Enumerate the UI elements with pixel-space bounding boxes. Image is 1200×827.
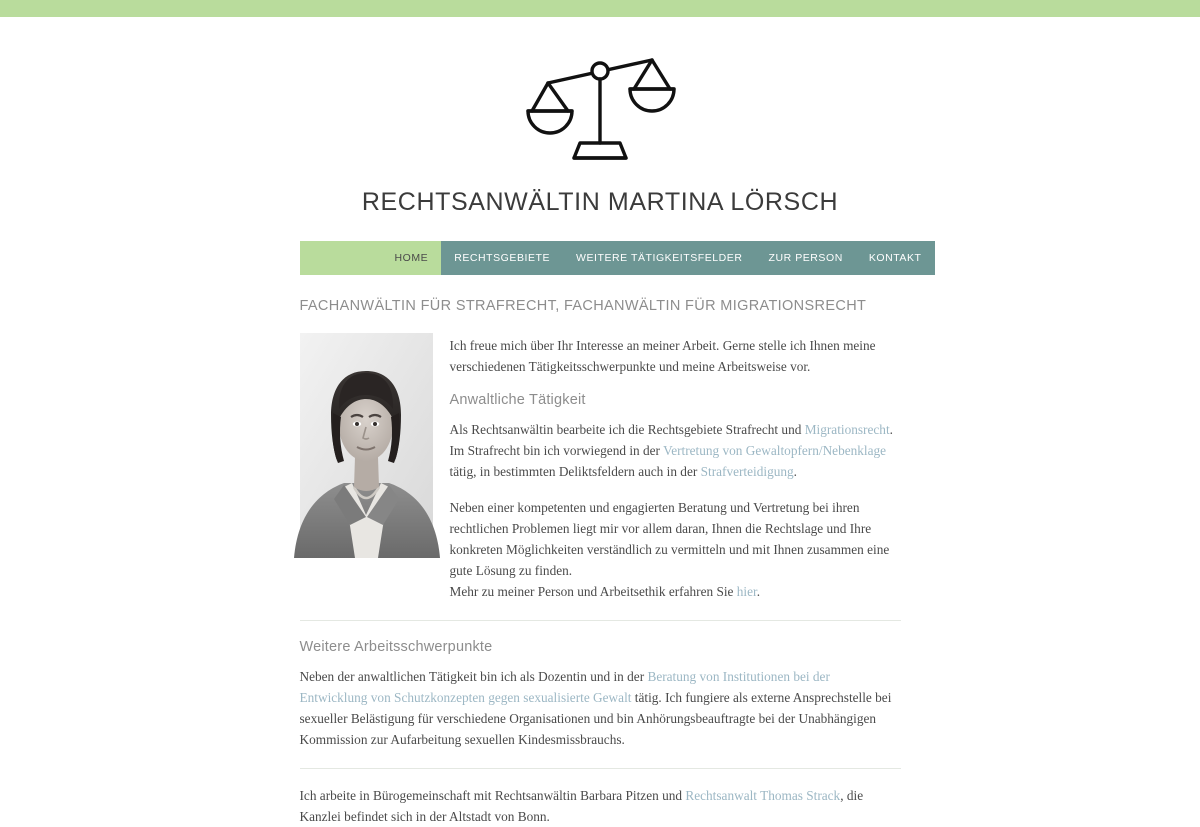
section-heading-weitere-arbeitsschwerpunkte: Weitere Arbeitsschwerpunkte: [299, 638, 493, 655]
nav-item-rechtsgebiete[interactable]: [441, 241, 563, 275]
section-divider-2: [300, 768, 901, 769]
nav-item-rechtsgebiete-label: RECHTSGEBIETE: [454, 252, 551, 264]
top-accent-strip: [0, 0, 1200, 17]
intro-paragraph: Ich freue mich über Ihr Interesse an meiner Arbeit. Gerne stelle ich Ihnen meine verschiedenen Tätigkeitsschwerpunkte und meine Arbeitsweise vor.: [449, 337, 876, 374]
link-hier[interactable]: hier: [736, 583, 757, 599]
section-heading-anwaltliche-taetigkeit: Anwaltliche Tätigkeit: [449, 391, 586, 408]
link-vertretung-gewaltopfer-nebenklage[interactable]: Vertretung von Gewaltopfern/Nebenklage: [663, 442, 887, 458]
nav-item-home-label: HOME: [394, 252, 429, 264]
nav-item-kontakt-label: KONTAKT: [868, 252, 922, 264]
intro-text-column: [450, 333, 901, 602]
anwaltliche-paragraph-2: Neben einer kompetenten und engagierten Beratung und Vertretung bei ihren rechtlichen Problemen liegt mir vor allem daran, Ihnen die Rechtslage und Ihre konkreten Möglichkeiten verständlich zu vermitteln und mit Ihnen zusammen eine gute Lösung zu finden.: [449, 499, 890, 578]
weitere-paragraph-1: [300, 666, 901, 750]
anwaltliche-p1-text-3: tätig, in bestimmten Deliktsfeldern auch in der: [449, 463, 701, 479]
nav-item-zur-person-label: ZUR PERSON: [768, 252, 843, 264]
link-rechtsanwalt-thomas-strack[interactable]: Rechtsanwalt Thomas Strack: [685, 787, 841, 803]
link-strafverteidigung[interactable]: Strafverteidigung: [700, 463, 794, 479]
anwaltliche-p3-text-2: .: [756, 583, 761, 599]
nav-item-kontakt[interactable]: [856, 241, 935, 275]
section-weitere-arbeitsschwerpunkte: [300, 639, 901, 750]
page-title: RECHTSANWÄLTIN MARTINA LÖRSCH: [361, 188, 839, 216]
main-content: [300, 275, 901, 827]
main-navigation: [300, 241, 922, 275]
scales-of-justice-icon: [520, 45, 680, 165]
buero-p1-text-1: Ich arbeite in Bürogemeinschaft mit Rechtsanwältin Barbara Pitzen und: [299, 787, 686, 803]
anwaltliche-paragraph-1: [450, 419, 901, 482]
portrait-photo: [300, 333, 433, 558]
anwaltliche-p1-text-4: .: [793, 463, 797, 479]
nav-item-zur-person[interactable]: [756, 241, 856, 275]
section-buerogemeinschaft: [300, 785, 901, 827]
nav-item-list: [382, 241, 935, 275]
page-heading: FACHANWÄLTIN FÜR STRAFRECHT, FACHANWÄLTIN FÜR MIGRATIONSRECHT: [299, 298, 867, 314]
weitere-p1-text-1: Neben der anwaltlichen Tätigkeit bin ich als Dozentin und in der: [299, 668, 648, 684]
buero-paragraph-1: [300, 785, 901, 827]
buero-p1-text-2: , die Kanzlei befindet sich in der Altstadt von Bonn.: [299, 787, 864, 824]
anwaltliche-p1-text-1: Als Rechtsanwältin bearbeite ich die Rechtsgebiete Strafrecht und: [449, 421, 805, 437]
link-beratung-schutzkonzepte[interactable]: Beratung von Institutionen bei der Entwicklung von Schutzkonzepten gegen sexualisierte Gewalt: [299, 668, 830, 705]
anwaltliche-p3-text-1: Mehr zu meiner Person und Arbeitsethik erfahren Sie: [449, 583, 737, 599]
nav-item-home[interactable]: [382, 241, 442, 275]
nav-item-weitere-taetigkeitsfelder-label: WEITERE TÄTIGKEITSFELDER: [576, 252, 743, 264]
weitere-p1-text-2: tätig. Ich fungiere als externe Ansprechstelle bei sexueller Belästigung für verschiedene Organisationen und bin Anhörungsbeauftragte bei der Unabhängigen Kommission zur Aufarbeitung sexuellen Kindesmissbrauchs.: [299, 689, 892, 747]
link-migrationsrecht[interactable]: Migrationsrecht: [804, 421, 890, 437]
anwaltliche-paragraph-3: [450, 581, 901, 602]
site-header: [0, 17, 1200, 217]
intro-row: [300, 333, 901, 602]
section-divider-1: [300, 620, 901, 621]
nav-item-weitere-taetigkeitsfelder[interactable]: [563, 241, 755, 275]
anwaltliche-p1-text-2: . Im Strafrecht bin ich vorwiegend in der: [449, 421, 893, 458]
